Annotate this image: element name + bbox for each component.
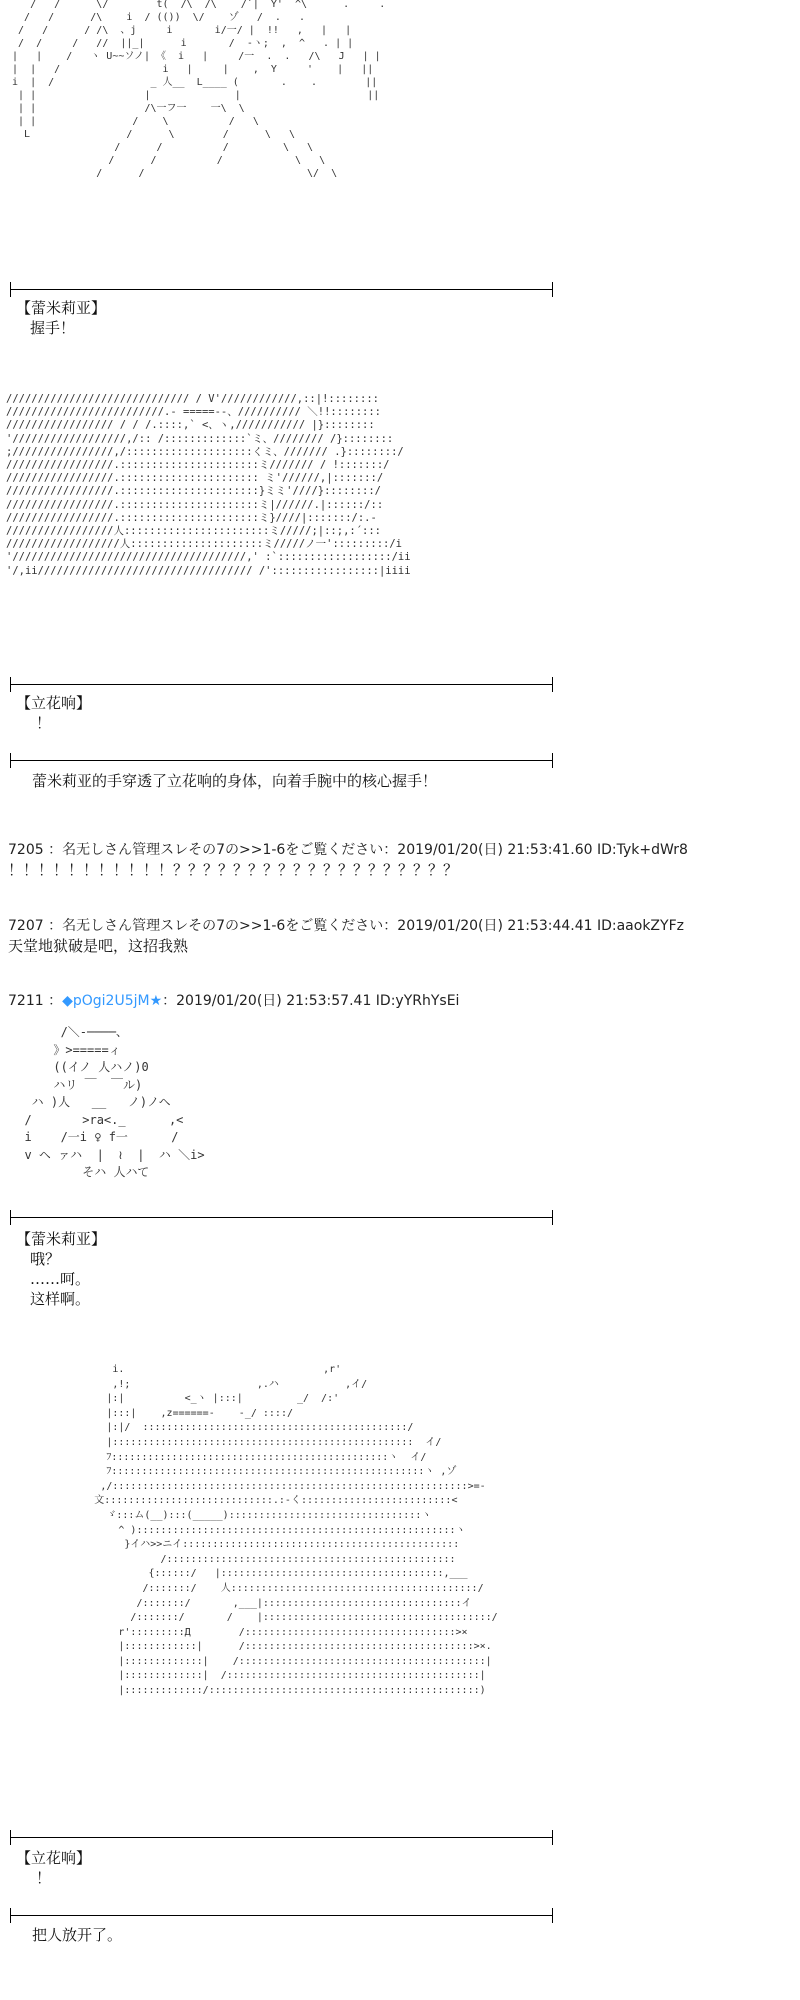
speech-line: 哦？ <box>30 1250 61 1268</box>
speaker-name: 【立花响】 <box>16 694 92 712</box>
ascii-art-slashes: ///////////////////////////// / V'////////////,::|!:::::::: /////////////////////////.- =====--、////////// ＼!!:::::::: ///////////////// / / /.::::,` <、ヽ,/////////// |}:::::::: '//////////////////,/:: /:::::::::::::`ミ、//////// /}:::::::: ;////////////////,/::::::::::::::::::::くミ、/////// .}::::::::/ /////////////////.::::::::::::::::::::::ミ/////// / !:::::::/ /////////////////.:::::::::::::::::::::: ミ'//////,|:::::::/ /////////////////.::::::::::::::::::::::}ミミ'////}::::::::/ /////////////////.::::::::::::::::::::::ミ|//////.|::::::/:: /////////////////.::::::::::::::::::::::ミ}////|:::::::/:.- /////////////////人:::::::::::::::::::::::ミ/////;|::;,:´::: //////////////////人:::::::::::::::::::::ミ/////ノ一':::::::::/i '/////////////////////////////////////,' :`::::::::::::::::::/ii '/,ii////////////////////////////////// /':::::::::::::::::|iiii <box>6 393 411 577</box>
speech-line: 握手！ <box>30 319 76 337</box>
post-number: 7211 ： <box>8 993 63 1009</box>
speech-line: 这样啊。 <box>30 1290 91 1308</box>
speaker-name: 【蕾米莉亚】 <box>16 299 107 317</box>
speech-line: ……呵。 <box>30 1270 91 1288</box>
ending-text: 把人放开了。 <box>32 1926 123 1944</box>
post-body: ！！！！！！！！！！！？？？？？？？？？？？？？？？？？？？ <box>8 861 459 879</box>
divider-rule <box>10 1837 553 1838</box>
post-body: 天堂地狱破是吧，这招我熟 <box>8 937 189 955</box>
star-icon: ★ <box>149 993 163 1009</box>
trip-code-link[interactable]: ◆pOgi2U5jM <box>62 993 150 1009</box>
divider-rule <box>10 684 553 685</box>
post-meta: ：2019/01/20(日) 21:53:57.41 ID:yYRhYsEi <box>162 993 460 1009</box>
ascii-art-silhouette: i. ,r' ,!; ,.ハ ,イ/ |:| <_ヽ |:::| _/ /:' |:::| ,z======- -_/ ::::/ |:|/ ::::::::::::::::::::::::::::::::::::::::::::/ |:::::::::::::::::::::::::::::::::::::::::::::::::: イ/ ﾌ::::::::::::::::::::::::::::::::::::::::::::::ヽ イ/ ﾌ::::::::::::::::::::::::::::::::::::::::::::::::::::ヽ ,ゾ ,/:::::::::::::::::::::::::::::::::::::::::::::::::::::::::::>=- 文::::::::::::::::::::::::::::.:-く:::::::::::::::::::::::::< ゞ:::ム(__):::(_____)::::::::::::::::::::::::::::::::ヽ ^ ):::::::::::::::::::::::::::::::::::::::::::::::::::::ヽ }イハ>>ニイ:::::::::::::::::::::::::::::::::::::::::::::: /:::::::::::::::::::::::::::::::::::::::::::::::: {::::::/ |:::::::::::::::::::::::::::::::::::::,___ /:::::::/ 人:::::::::::::::::::::::::::::::::::::::::/ /:::::::/ ,___|:::::::::::::::::::::::::::::::::イ /:::::::/ / |::::::::::::::::::::::::::::::::::::::/ r':::::::::Д /:::::::::::::::::::::::::::::::::::>× |::::::::::::| /::::::::::::::::::::::::::::::::::::::>×. |:::::::::::::| /:::::::::::::::::::::::::::::::::::::::::| |:::::::::::::| /::::::::::::::::::::::::::::::::::::::::::| |:::::::::::::/:::::::::::::::::::::::::::::::::::::::::::::) <box>94 1364 498 1697</box>
speech-line: ！ <box>36 1869 52 1887</box>
narration-text: 蕾米莉亚的手穿透了立花响的身体，向着手腕中的核心握手！ <box>32 772 438 790</box>
speech-line: ！ <box>36 714 52 732</box>
post-header: 7207 ：名无しさん管理スレその7の>>1-6をご覧ください：2019/01/20(日) 21:53:44.41 ID:aaokZYFz <box>8 918 684 934</box>
post-header-author <box>8 992 459 1010</box>
divider-rule <box>10 1217 553 1218</box>
divider-rule <box>10 760 553 761</box>
divider-rule <box>10 1915 553 1916</box>
ascii-art-top: / / \/ t( /\ /\ /`| Y' ^\ . . / / /\ i / (()) \/ ゾ / . . / / / /\ 、j i i/一/ | !! , | | / / / // ||_| i / -ヽ; , ^ . | | | | / ヽ U~~ソノ| 《 i | /一 . . /\ J | | | | / i | | , Y ' | || i | / _ 人__ L____ ( . . || | | | | || | | /\一フ一 一\ \ | | / \ / \ L / \ / \ \ / / / \ \ / / / \ \ / / \/ \ <box>12 0 386 179</box>
speaker-name: 【立花响】 <box>16 1849 92 1867</box>
post-header: 7205 ：名无しさん管理スレその7の>>1-6をご覧ください：2019/01/20(日) 21:53:41.60 ID:Tyk+dWr8 <box>8 842 688 858</box>
ascii-art-character: /＼-────、 》>=====ィ ((イノ 人ハノ)0 ハリ ￣ ￣ル) ハ )人 __ ノ)ノヘ / >ra<._ ,< i /一i ♀ f一 / v ヘ ァハ | ≀ | ハ ＼i> そハ 人ハて <box>24 1025 205 1179</box>
divider-rule <box>10 289 553 290</box>
speaker-name: 【蕾米莉亚】 <box>16 1230 107 1248</box>
